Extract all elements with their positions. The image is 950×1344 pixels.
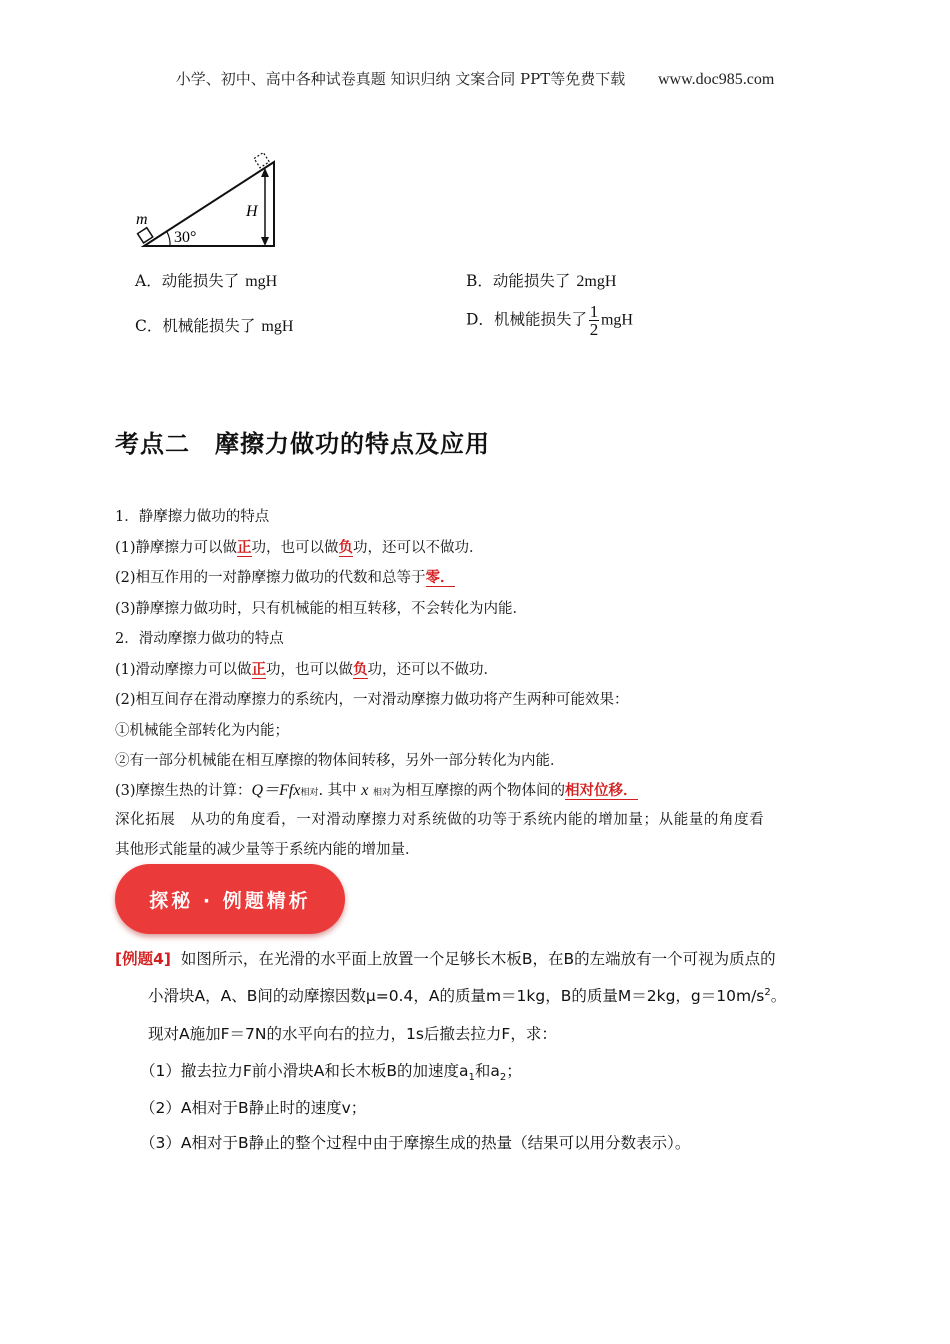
option-b-letter: B． (466, 272, 493, 290)
example-banner: 探秘 · 例题精析 (115, 864, 345, 934)
header-text: 小学、初中、高中各种试卷真题 知识归纳 文案合同 PPT等免费下载 (175, 70, 626, 88)
option-a[interactable] (135, 269, 277, 291)
sliding-heading: 2．滑动摩擦力做功的特点 (115, 631, 284, 647)
option-c-text: 机械能损失了 (162, 317, 256, 335)
option-c[interactable] (135, 314, 293, 336)
static-point-2: (2)相互作用的一对静摩擦力做功的代数和总等于零． (115, 569, 455, 586)
static-heading: 1．静摩擦力做功的特点 (115, 509, 270, 525)
sliding-point-2: (2)相互间存在滑动摩擦力的系统内，一对滑动摩擦力做功将产生两种可能效果： (115, 692, 629, 708)
option-b[interactable] (466, 269, 616, 291)
header-url[interactable]: www.doc985.com (658, 71, 775, 88)
sliding-effect-2: ②有一部分机械能在相互摩擦的物体间转移，另外一部分转化为内能． (115, 753, 565, 769)
mass-label: m (136, 211, 148, 228)
incline-figure (130, 150, 290, 255)
option-b-value: 2mgH (576, 273, 617, 290)
heat-formula: Q＝Ffx (251, 782, 301, 799)
example-line-1: [例题4] 如图所示，在光滑的水平面上放置一个足够长木板B，在B的左端放有一个可视为质点的 (115, 950, 776, 968)
option-a-text: 动能损失了 (161, 272, 240, 290)
extension-line-2: 其他形式能量的减少量等于系统内能的增加量． (115, 842, 420, 858)
question-3: （3）A相对于B静止的整个过程中由于摩擦生成的热量（结果可以用分数表示）。 (140, 1134, 691, 1152)
question-2: （2）A相对于B静止时的速度v； (140, 1099, 367, 1117)
static-point-1: (1)静摩擦力可以做正功，也可以做负功，还可以不做功． (115, 539, 484, 556)
option-a-value: mgH (245, 273, 278, 290)
example-line-2: 小滑块A，A、B间的动摩擦因数μ=0.4，A的质量m＝1kg，B的质量M＝2kg，$g=10m/s^2$。 (148, 986, 787, 1005)
option-a-letter: A． (135, 272, 162, 290)
sliding-point-1: (1)滑动摩擦力可以做正功，也可以做负功，还可以不做功． (115, 661, 499, 678)
option-c-letter: C． (135, 317, 163, 335)
angle-label: 30° (174, 229, 197, 246)
page-header (0, 68, 950, 89)
example-tag: [例题4] (115, 950, 171, 968)
option-d-text: 机械能损失了 (493, 310, 587, 329)
option-d-value: mgH (600, 311, 633, 329)
fraction-numerator: 1 (589, 302, 599, 321)
height-label: H (246, 203, 258, 220)
option-d-letter: D． (466, 310, 494, 329)
sliding-effect-1: ①机械能全部转化为内能； (115, 723, 289, 739)
extension-line-1: 深化拓展 从功的角度看，一对滑动摩擦力对系统做的功等于系统内能的增加量；从能量的角度看 (115, 812, 765, 828)
question-1: （1）撤去拉力F前小滑块A和长木板B的加速度$a_1$和$a_2$； (140, 1062, 522, 1084)
option-c-value: mgH (261, 318, 294, 335)
fraction-one-half (589, 304, 599, 337)
fraction-denominator: 2 (589, 320, 599, 339)
example-line-3: 现对A施加F＝7N的水平向右的拉力，1s后撤去拉力F，求： (148, 1025, 557, 1043)
option-d[interactable] (466, 304, 633, 337)
static-point-3: (3)静摩擦力做功时，只有机械能的相互转移，不会转化为内能． (115, 601, 528, 617)
option-b-text: 动能损失了 (492, 272, 571, 290)
section-title: 考点二 摩擦力做功的特点及应用 (115, 430, 490, 458)
sliding-point-3: (3)摩擦生热的计算：Q＝Ffx相对. 其中 x 相对为相互摩擦的两个物体间的相对位移． (115, 782, 638, 799)
